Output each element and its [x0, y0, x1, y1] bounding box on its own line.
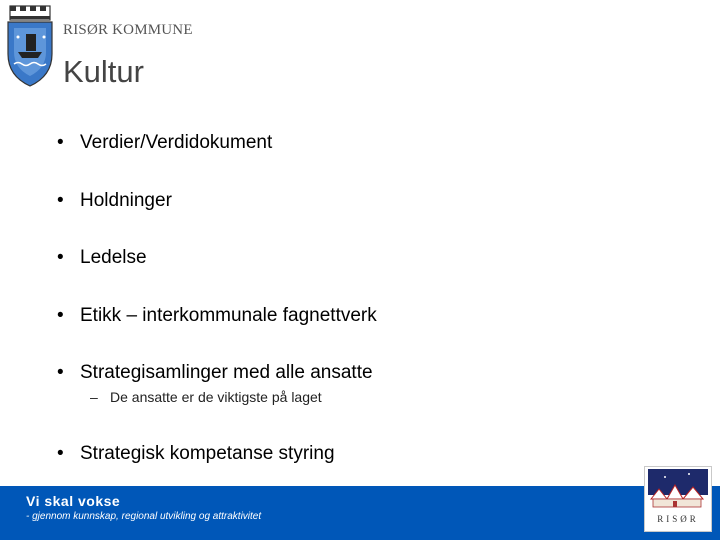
town-skyline-icon: [645, 467, 711, 513]
organization-name: RISØR KOMMUNE: [63, 22, 193, 38]
bullet-icon: •: [57, 190, 64, 211]
sub-bullet-text: De ansatte er de viktigste på laget: [110, 389, 322, 405]
municipality-logo: [644, 466, 712, 532]
footer-title: Vi skal vokse: [26, 493, 121, 509]
bullet-icon: •: [57, 247, 64, 268]
bullet-text: Strategisamlinger med alle ansatte: [80, 362, 373, 383]
bullet-icon: •: [57, 362, 64, 383]
bullet-icon: •: [57, 305, 64, 326]
municipal-crest-icon: [4, 4, 56, 88]
footer-bar: [0, 486, 720, 540]
bullet-text: Ledelse: [80, 247, 147, 268]
dash-icon: –: [90, 389, 98, 405]
page-title: Kultur: [63, 54, 144, 89]
bullet-icon: •: [57, 132, 64, 153]
bullet-text: Holdninger: [80, 190, 172, 211]
bullet-text: Verdier/Verdidokument: [80, 132, 273, 153]
bullet-text: Strategisk kompetanse styring: [80, 443, 335, 464]
footer-subtitle: - gjennom kunnskap, regional utvikling og attraktivitet: [26, 511, 262, 522]
bullet-icon: •: [57, 443, 64, 464]
logo-text: RISØR: [657, 514, 699, 524]
bullet-text: Etikk – interkommunale fagnettverk: [80, 305, 377, 326]
